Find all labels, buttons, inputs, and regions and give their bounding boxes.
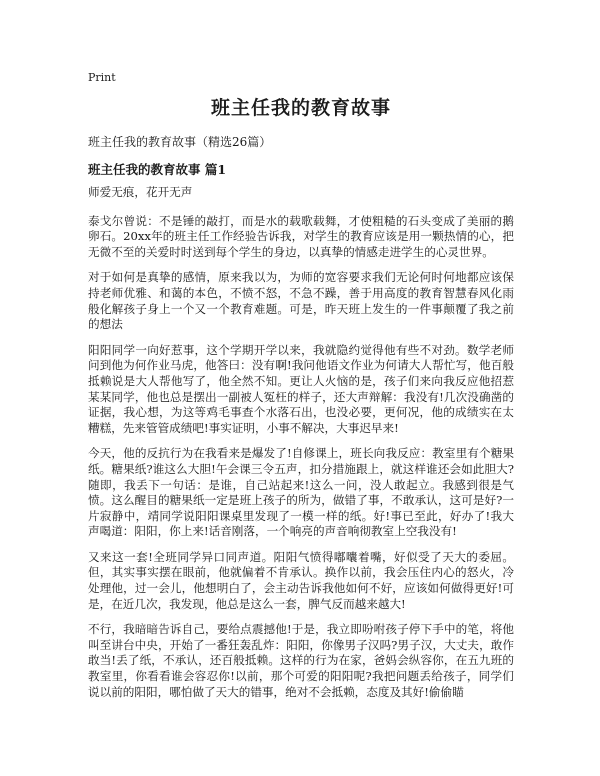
section-heading: 班主任我的教育故事 篇1 <box>88 162 227 177</box>
print-link[interactable]: Print <box>88 71 116 84</box>
paragraph: 对于如何是真挚的感情，原来我以为，为师的宽容要求我们无论何时何地都应该保持老师优雅、和蔼的本色，不愤不怒，不急不躁，善于用高度的教育智慧春风化雨般化解孩子身上一个又一个教育难题。可是，昨天班上发生的一件事颠覆了我之前的想法 <box>88 270 514 332</box>
paragraph: 泰戈尔曾说：不是锤的敲打，而是水的载歌载舞，才使粗糙的石头变成了美丽的鹅卵石。20xx年的班主任工作经验告诉我，对学生的教育应该是用一颗热情的心，把无微不至的关爱时时送到每个学生的身边，以真挚的情感走进学生的心灵世界。 <box>88 213 514 259</box>
document-title: 班主任我的教育故事 <box>210 97 391 119</box>
paragraph: 又来这一套!全班同学异口同声道。阳阳气愤得嘟囔着嘴，好似受了天大的委屈。但，其实事实摆在眼前，他就偏着不肯承认。换作以前，我会压住内心的怒火，冷处理他，过一会儿，他想明白了，会主动告诉我他如何不好，应该如何做得更好!可是，在近几次，我发现，他总是这么一套，脾气反而越来越大! <box>88 549 514 611</box>
paragraph: 不行，我暗暗告诉自己，要给点震撼他!于是，我立即吩咐孩子停下手中的笔，将他叫至讲台中央，开始了一番狂轰乱炸：阳阳，你像男子汉吗?男子汉，大丈夫，敢作敢当!丢了纸，不承认，还百般抵赖。这样的行为在家，爸妈会纵容你，在五九班的教室里，你看看谁会容忍你!以前，那个可爱的阳阳呢?我把问题丢给孩子，同学们说以前的阳阳，哪怕做了天大的错事，绝对不会抵赖，态度及其好!偷偷瞄 <box>88 622 514 699</box>
paragraph: 今天，他的反抗行为在我看来是爆发了!自修课上，班长向我反应：教室里有个糖果纸。糖果纸?谁这么大胆!午会课三令五声，扣分措施跟上，就这样谁还会如此胆大?随即，我丢下一句话：是谁，自己站起来!这么一问，没人敢起立。我感到很是气愤。这么醒目的糖果纸一定是班上孩子的所为，做错了事，不敢承认，这可是好?一片寂静中，靖同学说阳阳课桌里发现了一模一样的纸。好!事已至此，好办了!我大声喝道：阳阳，你上来!话音刚落，一个响亮的声音响彻教室上空我没有! <box>88 446 514 539</box>
article-body <box>88 185 514 710</box>
paragraph: 阳阳同学一向好惹事，这个学期开学以来，我就隐约觉得他有些不对劲。数学老师问到他为何作业马虎，他答曰：没有啊!我问他语文作业为何请大人帮忙写，他百般抵赖说是大人帮他写了，他全然不知。更让人火恼的是，孩子们来向我反应他招惹某某同学，他也总是摆出一副被人冤枉的样子，还大声辩解：我没有!几次没确凿的证据，我心想，为这等鸡毛事查个水落石出，也没必要，更何况，他的成绩实在太糟糕，先来管管成绩吧!事实证明，小事不解决，大事迟早来! <box>88 342 514 435</box>
paragraph-subheading: 师爱无痕，花开无声 <box>88 185 193 199</box>
document-subtitle: 班主任我的教育故事（精选26篇） <box>88 135 272 149</box>
